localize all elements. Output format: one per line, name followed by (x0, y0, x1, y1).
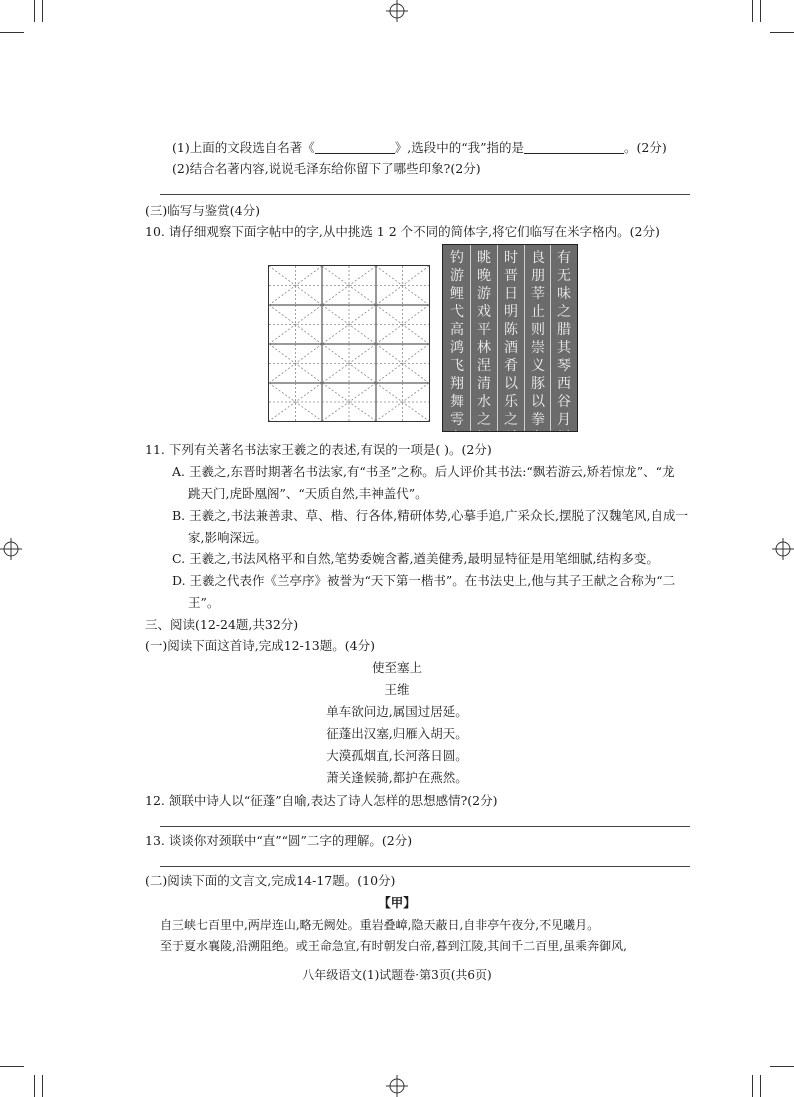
q9-sub1 (172, 140, 667, 156)
narrator-blank[interactable] (524, 141, 624, 154)
part-title: 三、阅读(12-24题,共32分) (145, 617, 299, 632)
q11-option-a-cont: 跳天门,虎卧凰阁”、“天质自然,丰神盖代”。 (188, 486, 428, 501)
q11-option-b[interactable]: B. 王羲之,书法兼善隶、草、楷、行各体,精研体势,心摹手追,广采众长,摆脱了汉魏笔风,自成一 (172, 508, 688, 523)
q11-stem: 11. 下列有关著名书法家王羲之的表述,有误的一项是( )。(2分) (145, 442, 492, 457)
answer-line[interactable] (160, 826, 690, 827)
calligraphy-copybook-image (442, 244, 578, 432)
q9-sub1-text: 》,选段中的“我”指的是 (394, 140, 524, 155)
passage-label: 【甲】 (378, 895, 416, 910)
passage-line: 至于夏水襄陵,沿溯阻绝。或王命急宣,有时朝发白帝,暮到江陵,其间千二百里,虽乘奔御风, (160, 939, 627, 953)
registration-mark-icon (386, 0, 408, 22)
mizige-grid-lines (269, 266, 429, 421)
q13-stem: 13. 谈谈你对颈联中“直”“圆”二字的理解。(2分) (145, 833, 413, 848)
subsection-title: (二)阅读下面的文言文,完成14-17题。(10分) (145, 873, 396, 888)
calligraphy-column: 良朋莘止则崇义豚以拳 (531, 250, 545, 428)
registration-mark-icon (386, 1075, 408, 1097)
crop-mark (0, 1066, 24, 1067)
crop-mark (42, 0, 43, 22)
book-title-blank[interactable] (315, 141, 395, 154)
q9-sub2: (2)结合名著内容,说说毛泽东给你留下了哪些印象?(2分) (172, 161, 481, 176)
page-footer: 八年级语文(1)试题卷·第3页(共6页) (302, 968, 492, 982)
subsection-title: (一)阅读下面这首诗,完成12-13题。(4分) (145, 638, 375, 653)
poem-title: 使至塞上 (371, 660, 422, 675)
poem-line: 大漠孤烟直,长河落日圆。 (326, 748, 468, 763)
q11-option-c[interactable]: C. 王羲之,书法风格平和自然,笔势委婉含蓄,遒美健秀,最明显特征是用笔细腻,结构多变。 (172, 551, 659, 566)
crop-mark (34, 0, 35, 22)
q9-sub1-text: (1)上面的文段选自名著《 (172, 140, 315, 155)
q11-option-d[interactable]: D. 王羲之代表作《兰亭序》被誉为“天下第一楷书”。在书法史上,他与其子王献之合称为“二 (172, 573, 676, 588)
crop-mark (34, 1075, 35, 1097)
q9-sub1-text: 。(2分) (623, 140, 667, 155)
crop-mark (752, 1075, 753, 1097)
crop-mark (760, 0, 761, 22)
calligraphy-column: 有无味之腊其琴西谷月 (557, 250, 571, 428)
registration-mark-icon (0, 538, 22, 560)
crop-mark (0, 32, 24, 33)
poem-line: 萧关逢候骑,都护在燕然。 (326, 770, 468, 785)
answer-line[interactable] (160, 866, 690, 867)
crop-mark (752, 0, 753, 22)
q12-stem: 12. 颔联中诗人以“征蓬”自喻,表达了诗人怎样的思想感情?(2分) (145, 793, 498, 808)
calligraphy-column: 眺晚游戏平林涅清水之 (477, 250, 491, 428)
crop-mark (770, 32, 794, 33)
calligraphy-column: 时晋日明陈酒肴以乐之 (504, 250, 518, 428)
poem-line: 单车欲问边,属国过居延。 (326, 704, 468, 719)
mizige-practice-grid[interactable] (268, 265, 430, 422)
poem-author: 王维 (384, 682, 410, 697)
poem-line: 征蓬出汉塞,归雁入胡天。 (326, 726, 468, 741)
crop-mark (42, 1075, 43, 1097)
passage-line: 自三峡七百里中,两岸连山,略无阙处。重岩叠嶂,隐天蔽日,自非亭午夜分,不见曦月。 (160, 918, 600, 932)
q11-option-d-cont: 王”。 (188, 595, 220, 610)
registration-mark-icon (772, 538, 794, 560)
crop-mark (770, 1066, 794, 1067)
calligraphy-column: 钓游鲤弋高鸿飞翔舞雩 (450, 250, 464, 428)
q10-stem: 10. 请仔细观察下面字帖中的字,从中挑选 1 2 个不同的简体字,将它们临写在米字格内。(2分) (145, 224, 660, 239)
q11-option-b-cont: 家,影响深远。 (188, 530, 267, 545)
section-title: (三)临写与鉴赏(4分) (145, 203, 260, 218)
answer-line[interactable] (160, 194, 690, 195)
q11-option-a[interactable]: A. 王羲之,东晋时期著名书法家,有“书圣”之称。后人评价其书法:“飘若游云,矫若惊龙”、“龙 (172, 464, 675, 479)
crop-mark (760, 1075, 761, 1097)
